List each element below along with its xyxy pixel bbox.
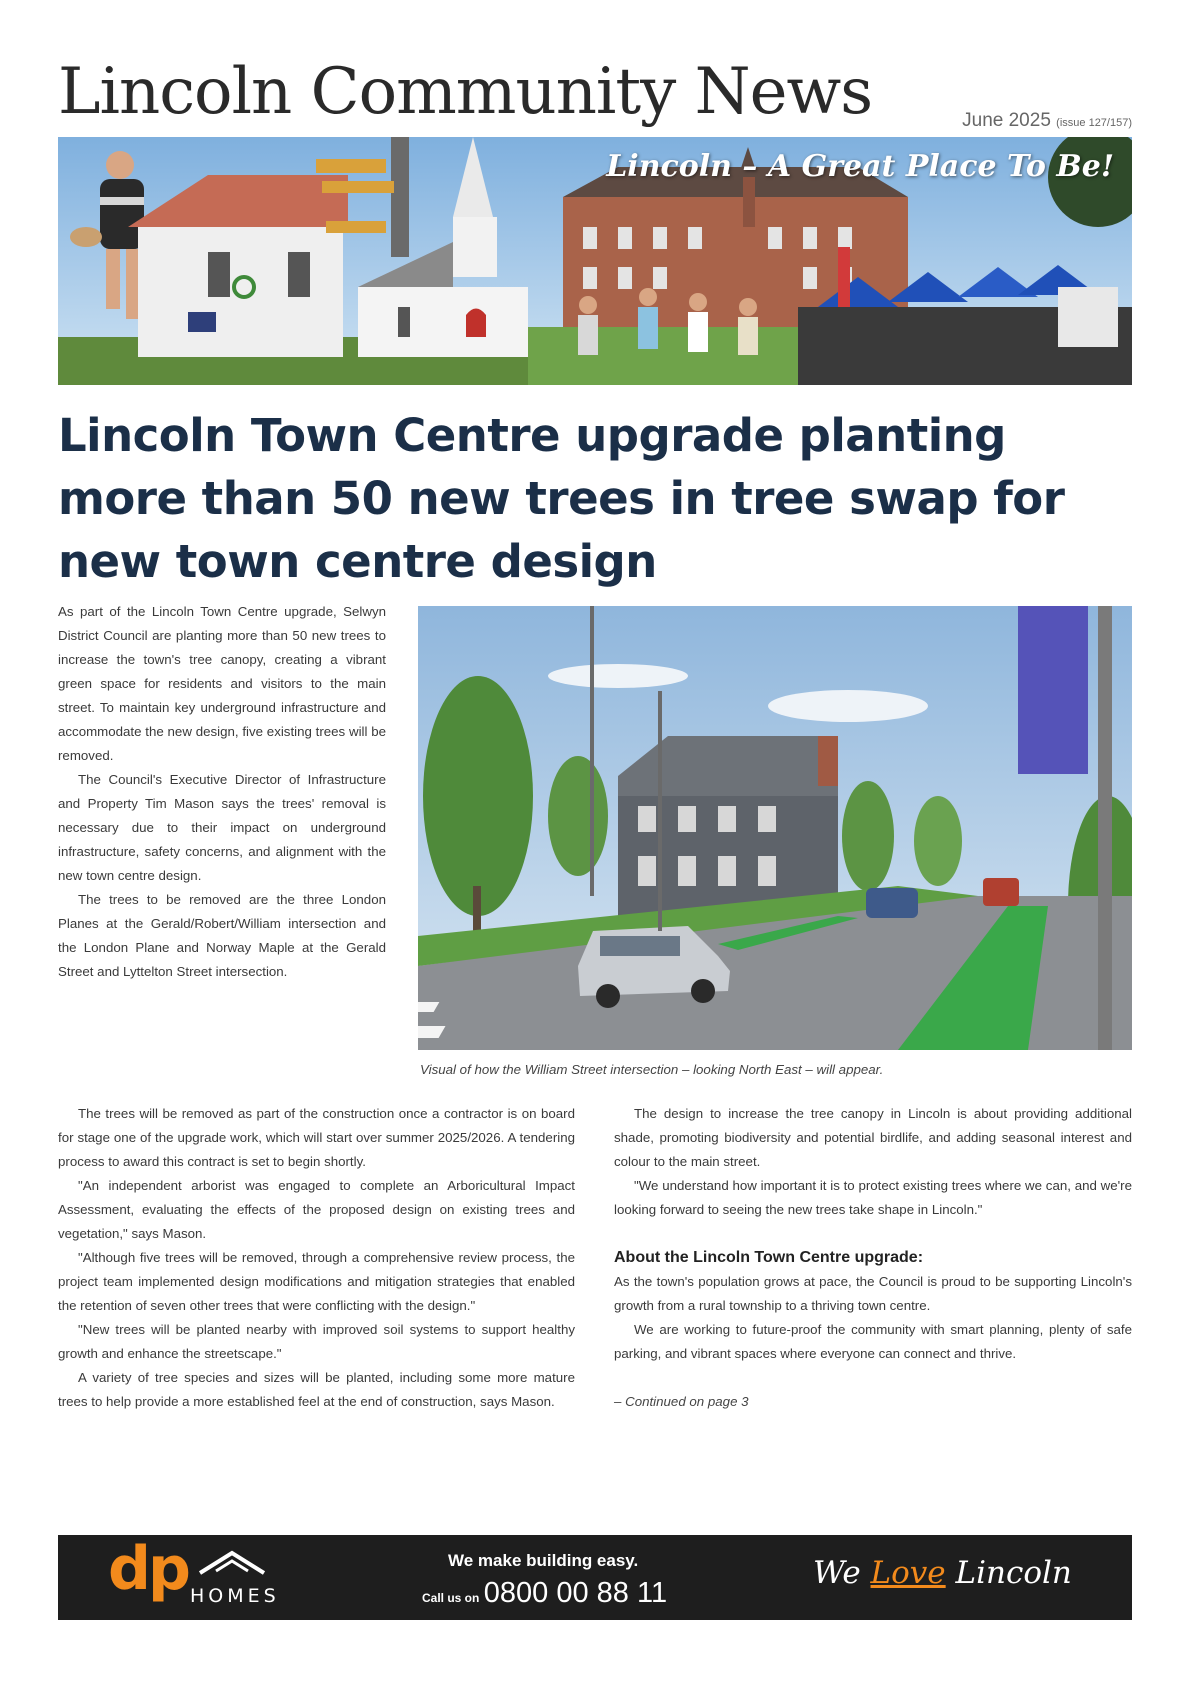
right-column	[614, 1102, 1132, 1414]
paragraph: "An independent arborist was engaged to complete an Arboricultural Impact Assessment, evaluating the effects of the proposed design on existing trees and vegetation," says Mason.	[58, 1178, 575, 1241]
we-love-lincoln	[813, 1555, 1072, 1591]
paragraph: "Although five trees will be removed, through a comprehensive review process, the project team implemented design modifications and mitigation strategies that enabled the retention of seven other trees that were conflicting with the design."	[58, 1250, 575, 1313]
street-light-pole	[590, 606, 594, 896]
blue-car	[866, 888, 918, 918]
paragraph: "New trees will be planted nearby with improved soil systems to support healthy growth and enhance the streetscape."	[58, 1322, 575, 1361]
street-tree	[914, 796, 962, 886]
issue-date: June 2025	[962, 110, 1051, 131]
street-tree	[423, 676, 533, 916]
paragraph: The Council's Executive Director of Infrastructure and Property Tim Mason says the trees' removal is necessary due to their impact on underground infrastructure, safety concerns, and alignment with the new town centre design.	[58, 772, 386, 883]
photo-caption: Visual of how the William Street intersection – looking North East – will appear.	[420, 1062, 884, 1077]
street-tree	[548, 756, 608, 876]
love-prefix: We	[813, 1555, 861, 1591]
paragraph: A variety of tree species and sizes will be planted, including some more mature trees to help provide a more established feel at the end of construction, says Mason.	[58, 1370, 575, 1409]
homes-logo-text: HOMES	[190, 1585, 280, 1607]
masthead-title: Lincoln Community News	[58, 55, 873, 129]
about-heading: About the Lincoln Town Centre upgrade:	[614, 1249, 924, 1266]
street-pole	[1098, 606, 1112, 1050]
issue-line	[897, 110, 1132, 132]
paragraph: We are working to future-proof the community with smart planning, plenty of safe parking, and vibrant spaces where everyone can connect and thrive.	[614, 1322, 1132, 1361]
left-column	[58, 1102, 575, 1414]
call-prefix: Call us on	[422, 1591, 480, 1605]
paragraph: As the town's population grows at pace, the Council is proud to be supporting Lincoln's growth from a rural township to a thriving town centre.	[614, 1274, 1132, 1313]
intro-column	[58, 600, 386, 984]
street-render-photo	[418, 606, 1132, 1050]
advert-bar[interactable]	[58, 1535, 1132, 1620]
banner-collage	[58, 137, 1132, 385]
advert-call	[422, 1577, 667, 1610]
signpost	[391, 137, 409, 257]
paragraph: The trees will be removed as part of the construction once a contractor is on board for stage one of the upgrade work, which will start over summer 2025/2026. A tendering process to award this contract is set to begin shortly.	[58, 1106, 575, 1169]
street-render-illustration	[418, 606, 1132, 1050]
street-light-pole	[658, 691, 662, 931]
advert-tagline: We make building easy.	[448, 1551, 639, 1570]
phone-number[interactable]: 0800 00 88 11	[483, 1577, 668, 1609]
continued-link[interactable]: – Continued on page 3	[614, 1394, 749, 1409]
banner-tagline: Lincoln – A Great Place To Be!	[606, 149, 1114, 184]
street-tree	[842, 781, 894, 891]
paragraph: The trees to be removed are the three London Planes at the Gerald/Robert/William intersection and the London Plane and Norway Maple at the Gerald Street and Lyttelton Street intersection.	[58, 892, 386, 979]
paragraph: As part of the Lincoln Town Centre upgrade, Selwyn District Council are planting more than 50 new trees to increase the town's tree canopy, creating a vibrant green space for residents and visitors to the main street. To maintain key underground infrastructure and accommodate the new design, five existing trees will be removed.	[58, 604, 386, 763]
love-suffix: Lincoln	[955, 1555, 1072, 1591]
issue-number: (issue 127/157)	[1056, 117, 1132, 129]
dp-logo: dp	[108, 1534, 188, 1604]
paragraph: The design to increase the tree canopy in Lincoln is about providing additional shade, promoting biodiversity and potential birdlife, and adding seasonal interest and colour to the main street.	[614, 1106, 1132, 1169]
red-vehicle	[983, 878, 1019, 906]
street-banner	[1018, 606, 1088, 774]
house-roof-icon	[196, 1547, 268, 1577]
love-highlight: Love	[870, 1555, 946, 1591]
grey-building	[618, 736, 838, 916]
article-headline: Lincoln Town Centre upgrade planting more than 50 new trees in tree swap for new town centre design	[58, 409, 1065, 588]
paragraph: "We understand how important it is to protect existing trees where we can, and we're looking forward to seeing the new trees take shape in Lincoln."	[614, 1178, 1132, 1217]
